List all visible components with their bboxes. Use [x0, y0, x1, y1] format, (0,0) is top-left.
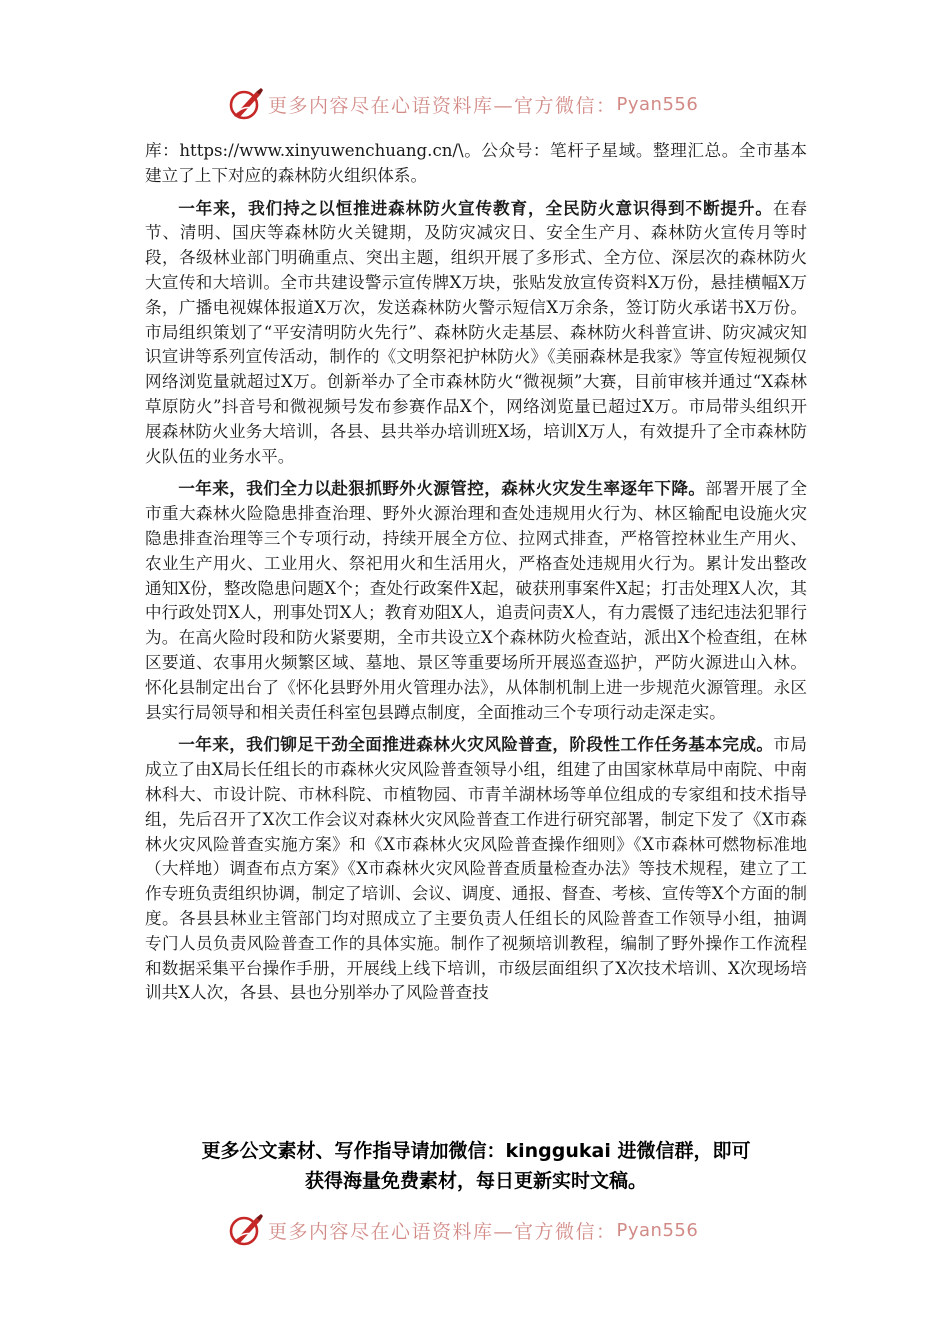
banner-wechat-id: Pyan556 [616, 1219, 699, 1241]
body-clip [145, 139, 807, 1119]
banner-wechat-id: Pyan556 [616, 93, 699, 115]
document-body [145, 139, 807, 1119]
paragraph-lead: 一年来，我们持之以恒推进森林防火宣传教育，全民防火意识得到不断提升。 [178, 198, 773, 218]
header-banner [228, 86, 728, 122]
promo-line-1: 更多公文素材、写作指导请加微信：kinggukai 进微信群，即可 [201, 1140, 751, 1162]
pen-logo-icon [228, 1212, 264, 1248]
paragraph-lead: 一年来，我们铆足干劲全面推进森林火灾风险普查，阶段性工作任务基本完成。 [178, 735, 774, 755]
paragraph-lead: 一年来，我们全力以赴狠抓野外火源管控，森林火灾发生率逐年下降。 [178, 479, 706, 499]
pen-logo-icon [228, 86, 264, 122]
promo-notice [145, 1136, 807, 1196]
footer-banner [228, 1212, 728, 1248]
paragraph-risk-survey: 一年来，我们铆足干劲全面推进森林火灾风险普查，阶段性工作任务基本完成。市局成立了由X局长任组长的市森林火灾风险普查领导小组，组建了由国家林草局中南院、中南林科大、市设计院、市林科院、市植物园、市青羊湖林场等单位组成的专家组和技术指导组，先后召开了X次工作会议对森林火灾风险普查工作进行研究部署，制定下发了《X市森林火灾风险普查实施方案》和《X市森林火灾风险普查操作细则》《X市森林可燃物标准地（大样地）调查布点方案》《X市森林火灾风险普查质量检查办法》等技术规程，建立了工作专班负责组织协调，制定了培训、会议、调度、通报、督查、考核、宣传等X个方面的制度。各县县林业主管部门均对照成立了主要负责人任组长的风险普查工作领导小组，抽调专门人员负责风险普查工作的具体实施。制作了视频培训教程，编制了野外操作工作流程和数据采集平台操作手册，开展线上线下培训，市级层面组织了X次技术培训、X次现场培训共X人次，各县、县也分别举办了风险普查技 [145, 735, 807, 1003]
banner-text: 更多内容尽在心语资料库—官方微信： [268, 94, 617, 117]
promo-line-2: 获得海量免费素材，每日更新实时文稿。 [304, 1170, 647, 1192]
paragraph-intro: 库：https://www.xinyuwenchuang.cn/\。公众号：笔杆子星域。整理汇总。全市基本建立了上下对应的森林防火组织体系。 [145, 141, 807, 185]
banner-text: 更多内容尽在心语资料库—官方微信： [268, 1220, 617, 1243]
paragraph-fire-control: 一年来，我们全力以赴狠抓野外火源管控，森林火灾发生率逐年下降。部署开展了全市重大森林火险隐患排查治理、野外火源治理和查处违规用火行为、林区输配电设施火灾隐患排查治理等三个专项行动，持续开展全方位、拉网式排查，严格管控林业生产用火、农业生产用火、工业用火、祭祀用火和生活用火，严格查处违规用火行为。累计发出整改通知X份，整改隐患问题X个；查处行政案件X起，破获刑事案件X起；打击处理X人次，其中行政处罚X人，刑事处罚X人；教育劝阻X人，追责问责X人，有力震慑了违纪违法犯罪行为。在高火险时段和防火紧要期，全市共设立X个森林防火检查站，派出X个检查组，在林区要道、农事用火频繁区域、墓地、景区等重要场所开展巡查巡护，严防火源进山入林。怀化县制定出台了《怀化县野外用火管理办法》，从体制机制上进一步规范火源管理。永区县实行局领导和相关责任科室包县蹲点制度，全面推动三个专项行动走深走实。 [145, 479, 807, 722]
paragraph-propaganda: 一年来，我们持之以恒推进森林防火宣传教育，全民防火意识得到不断提升。在春节、清明、国庆等森林防火关键期，及防灾减灾日、安全生产月、森林防火宣传月等时段，各级林业部门明确重点、突出主题，组织开展了多形式、全方位、深层次的森林防火大宣传和大培训。全市共建设警示宣传牌X万块，张贴发放宣传资料X万份，悬挂横幅X万条，广播电视媒体报道X万次，发送森林防火警示短信X万余条，签订防火承诺书X万份。市局组织策划了“平安清明防火先行”、森林防火走基层、森林防火科普宣讲、防灾减灾知识宣讲等系列宣传活动，制作的《文明祭祀护林防火》《美丽森林是我家》等宣传短视频仅网络浏览量就超过X万。创新举办了全市森林防火“微视频”大赛，目前审核并通过“X森林草原防火”抖音号和微视频号发布参赛作品X个，网络浏览量已超过X万。市局带头组织开展森林防火业务大培训，各县、县共举办培训班X场，培训X万人，有效提升了全市森林防火队伍的业务水平。 [145, 198, 807, 466]
